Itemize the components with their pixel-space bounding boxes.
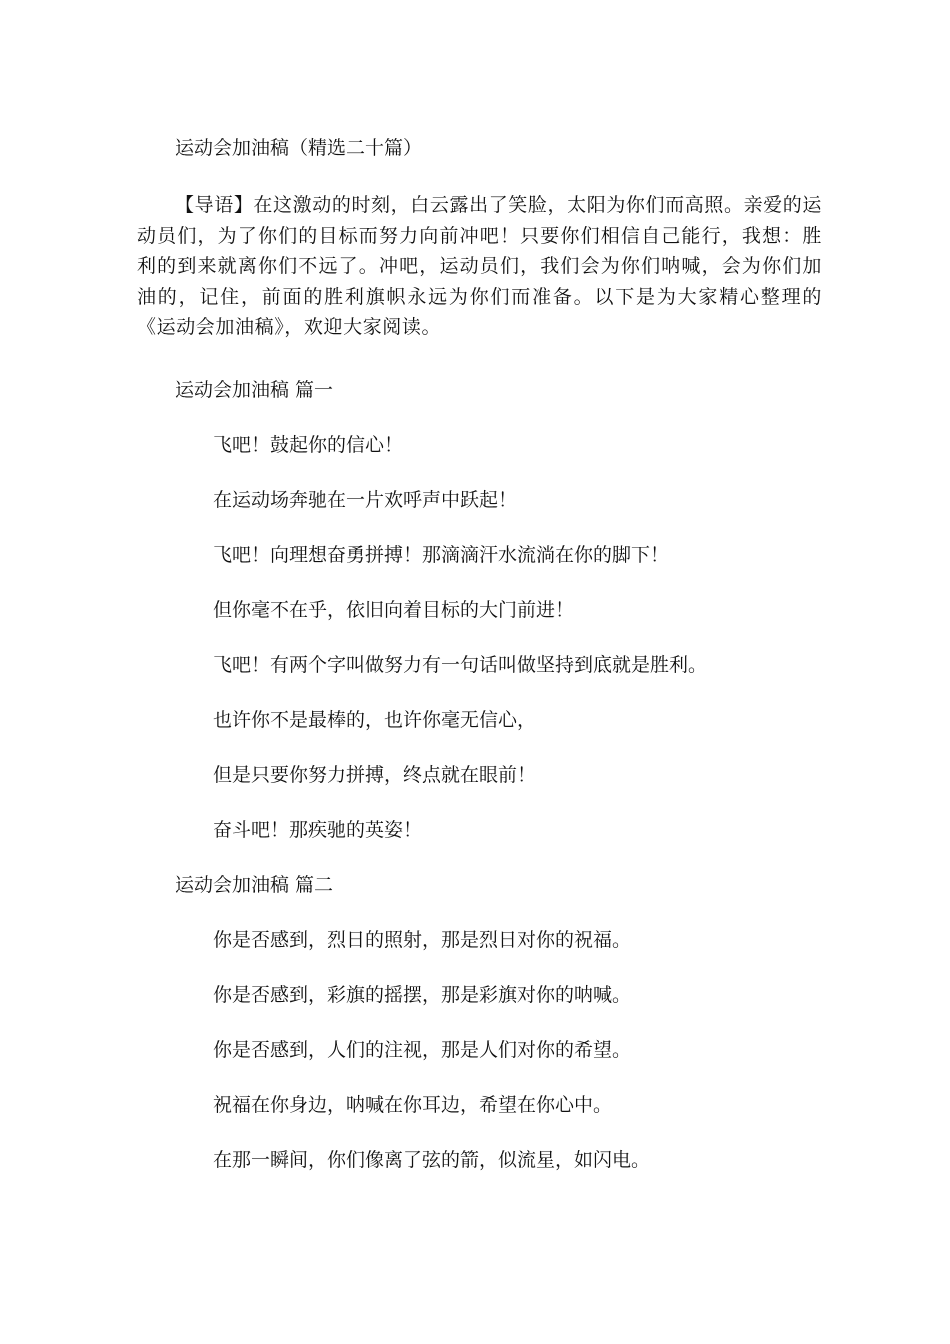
section-heading-2: 运动会加油稿 篇二 — [175, 874, 334, 896]
verse-line: 祝福在你身边，呐喊在你耳边，希望在你心中。 — [213, 1094, 613, 1116]
section-heading-1: 运动会加油稿 篇一 — [175, 379, 334, 401]
verse-line: 也许你不是最棒的，也许你毫无信心， — [213, 709, 537, 731]
verse-line: 飞吧！有两个字叫做努力有一句话叫做坚持到底就是胜利。 — [213, 654, 708, 676]
document-title: 运动会加油稿（精选二十篇） — [175, 137, 423, 159]
verse-line: 飞吧！鼓起你的信心！ — [213, 434, 404, 456]
intro-paragraph: 【导语】在这激动的时刻，白云露出了笑脸，太阳为你们而高照。亲爱的运动员们，为了你们的目标而努力向前冲吧！只要你们相信自己能行，我想：胜利的到来就离你们不远了。冲吧，运动员们，我们会为你们呐喊，会为你们加油的，记住，前面的胜利旗帜永远为你们而准备。以下是为大家精心整理的《运动会加油稿》，欢迎大家阅读。 — [137, 194, 822, 338]
verse-line: 但是只要你努力拼搏，终点就在眼前！ — [213, 764, 537, 786]
verse-line: 在运动场奔驰在一片欢呼声中跃起！ — [213, 489, 518, 511]
verse-line: 你是否感到，彩旗的摇摆，那是彩旗对你的呐喊。 — [213, 984, 632, 1006]
verse-line: 你是否感到，人们的注视，那是人们对你的希望。 — [213, 1039, 632, 1061]
verse-line: 你是否感到，烈日的照射，那是烈日对你的祝福。 — [213, 929, 632, 951]
verse-line: 飞吧！向理想奋勇拼搏！那滴滴汗水流淌在你的脚下！ — [213, 544, 670, 566]
verse-line: 奋斗吧！那疾驰的英姿！ — [213, 819, 423, 841]
verse-line: 但你毫不在乎，依旧向着目标的大门前进！ — [213, 599, 575, 621]
verse-line: 在那一瞬间，你们像离了弦的箭，似流星，如闪电。 — [213, 1149, 651, 1171]
